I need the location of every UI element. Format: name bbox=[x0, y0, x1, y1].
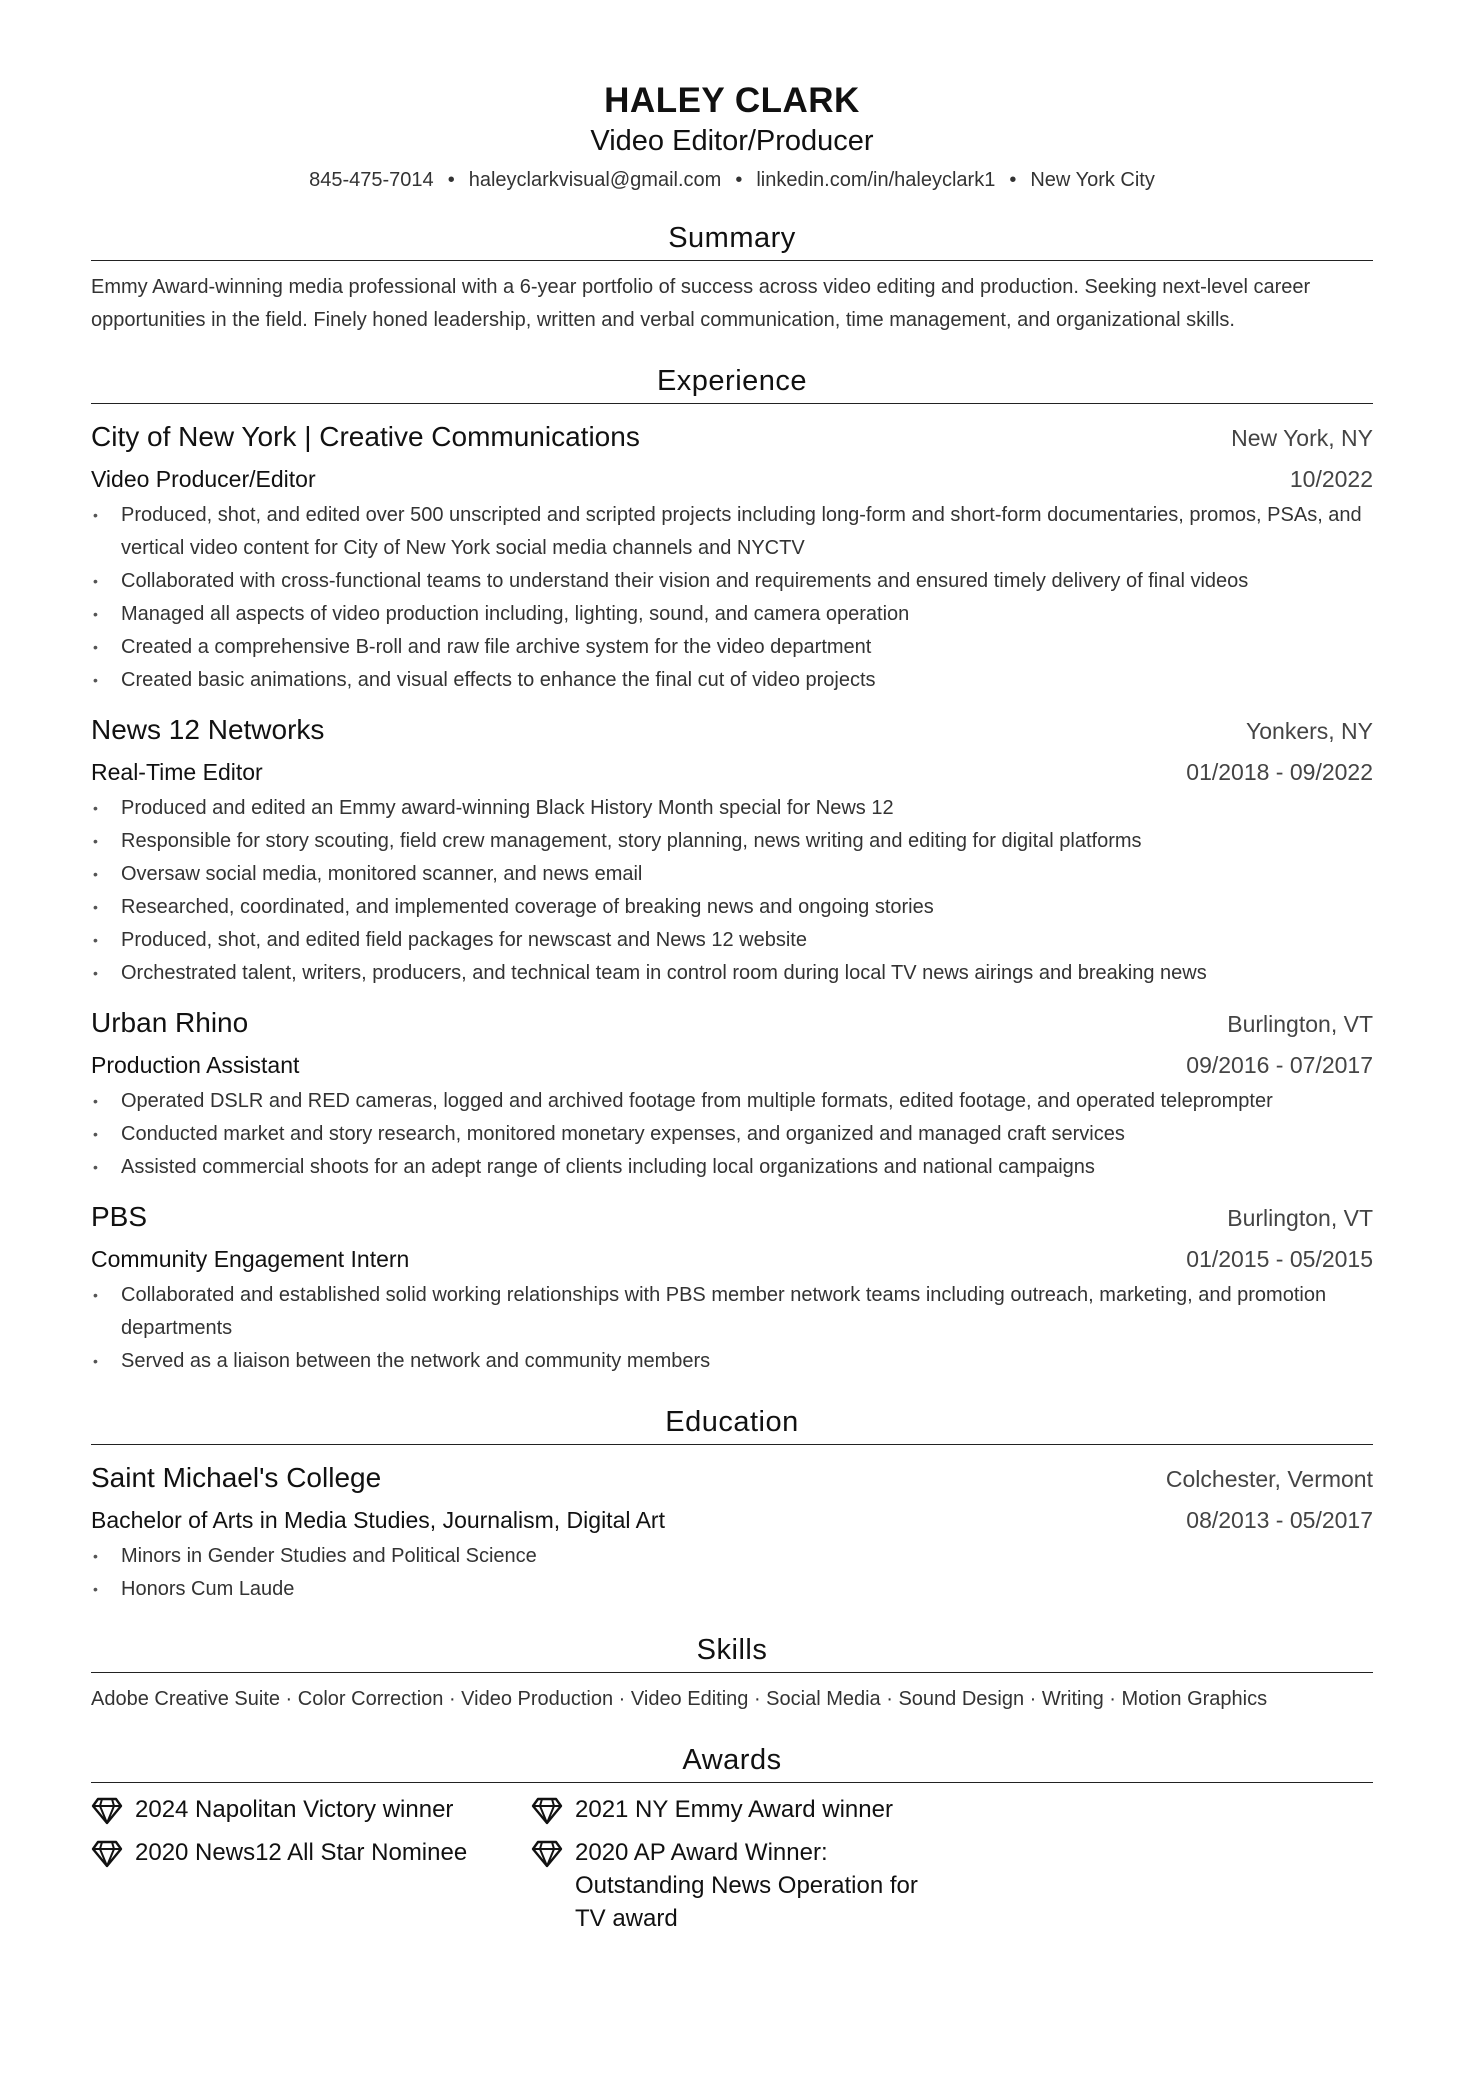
education-bullet: • Minors in Gender Studies and Political Science bbox=[91, 1540, 1373, 1573]
job-dates: 10/2022 bbox=[1289, 466, 1373, 492]
award-item bbox=[531, 1793, 971, 1826]
skills-list: Adobe Creative Suite · Color Correction · Video Production · Video Editing · Social Media · Sound Design · Writing · Motion Graphics bbox=[91, 1688, 1268, 1710]
job-bullet: • Produced, shot, and edited field packages for newscast and News 12 website bbox=[91, 924, 1373, 957]
job-bullet: • Produced and edited an Emmy award-winning Black History Month special for News 12 bbox=[91, 792, 1373, 825]
job-bullets bbox=[91, 1085, 1373, 1184]
awards-list bbox=[91, 1793, 1373, 1945]
job-entry bbox=[91, 709, 1373, 990]
contact-separator: • bbox=[735, 169, 743, 191]
award-text: 2024 Napolitan Victory winner bbox=[135, 1796, 454, 1823]
job-role: Real-Time Editor bbox=[91, 759, 263, 785]
job-bullet: • Created a comprehensive B-roll and raw file archive system for the video department bbox=[91, 631, 1373, 664]
job-dates: 01/2015 - 05/2015 bbox=[1186, 1246, 1373, 1272]
award-text: 2021 NY Emmy Award winner bbox=[575, 1796, 893, 1823]
diamond-icon bbox=[91, 1797, 123, 1825]
education-entry bbox=[91, 1457, 1373, 1606]
job-dates: 09/2016 - 07/2017 bbox=[1186, 1052, 1373, 1078]
section-divider bbox=[91, 1782, 1373, 1783]
job-location: Yonkers, NY bbox=[1246, 718, 1373, 744]
awards-heading: Awards bbox=[682, 1744, 782, 1776]
contact-separator: • bbox=[447, 169, 455, 191]
experience-section bbox=[91, 363, 1373, 1378]
job-bullet: • Researched, coordinated, and implemented coverage of breaking news and ongoing stories bbox=[91, 891, 1373, 924]
education-heading: Education bbox=[665, 1406, 799, 1438]
job-bullet: • Served as a liaison between the network and community members bbox=[91, 1345, 1373, 1378]
job-role: Community Engagement Intern bbox=[91, 1246, 410, 1272]
diamond-icon bbox=[531, 1797, 563, 1825]
education-degree: Bachelor of Arts in Media Studies, Journalism, Digital Art bbox=[91, 1507, 665, 1533]
education-bullets bbox=[91, 1540, 1373, 1606]
awards-section bbox=[91, 1742, 1373, 1945]
job-entry bbox=[91, 416, 1373, 697]
job-bullets bbox=[91, 1279, 1373, 1378]
job-location: Burlington, VT bbox=[1227, 1011, 1373, 1037]
section-divider bbox=[91, 1672, 1373, 1673]
job-role: Video Producer/Editor bbox=[91, 466, 316, 492]
job-bullet: • Assisted commercial shoots for an adept range of clients including local organizations and national campaigns bbox=[91, 1151, 1373, 1184]
contact-email[interactable]: haleyclarkvisual@gmail.com bbox=[468, 169, 722, 191]
job-bullets bbox=[91, 499, 1373, 697]
job-dates: 01/2018 - 09/2022 bbox=[1186, 759, 1373, 785]
job-entry bbox=[91, 1002, 1373, 1184]
award-text: 2020 News12 All Star Nominee bbox=[135, 1839, 468, 1866]
contact-phone: 845-475-7014 bbox=[309, 169, 434, 191]
skills-section bbox=[91, 1632, 1373, 1716]
contact-separator: • bbox=[1009, 169, 1017, 191]
job-bullet: • Managed all aspects of video production including, lighting, sound, and camera operation bbox=[91, 598, 1373, 631]
job-organization: PBS bbox=[91, 1201, 148, 1232]
job-bullet: • Created basic animations, and visual effects to enhance the final cut of video projects bbox=[91, 664, 1373, 697]
job-bullet: • Produced, shot, and edited over 500 unscripted and scripted projects including long-form and short-form documentaries, promos, PSAs, and vertical video content for City of New York social media channels and NYCTV bbox=[91, 499, 1373, 565]
contact-line bbox=[91, 166, 1373, 194]
job-organization: News 12 Networks bbox=[91, 714, 325, 745]
job-bullet: • Orchestrated talent, writers, producers, and technical team in control room during local TV news airings and breaking news bbox=[91, 957, 1373, 990]
diamond-icon bbox=[91, 1840, 123, 1868]
contact-location: New York City bbox=[1030, 169, 1155, 191]
section-divider bbox=[91, 1444, 1373, 1445]
education-section bbox=[91, 1404, 1373, 1606]
summary-section bbox=[91, 220, 1373, 337]
contact-linkedin[interactable]: linkedin.com/in/haleyclark1 bbox=[756, 169, 996, 191]
job-bullet: • Oversaw social media, monitored scanner, and news email bbox=[91, 858, 1373, 891]
award-item bbox=[91, 1836, 531, 1935]
experience-heading: Experience bbox=[656, 365, 808, 397]
job-bullet: • Conducted market and story research, monitored monetary expenses, and organized and managed craft services bbox=[91, 1118, 1373, 1151]
summary-heading: Summary bbox=[668, 222, 796, 254]
candidate-name: HALEY CLARK bbox=[604, 81, 860, 120]
job-entry bbox=[91, 1196, 1373, 1378]
education-location: Colchester, Vermont bbox=[1165, 1466, 1373, 1492]
job-bullet: • Responsible for story scouting, field crew management, story planning, news writing and editing for digital platforms bbox=[91, 825, 1373, 858]
job-location: New York, NY bbox=[1231, 425, 1373, 451]
job-bullet: • Collaborated and established solid working relationships with PBS member network teams including outreach, marketing, and promotion departments bbox=[91, 1279, 1373, 1345]
job-role: Production Assistant bbox=[91, 1052, 300, 1078]
summary-text: Emmy Award-winning media professional with a 6-year portfolio of success across video editing and production. Seeking next-level career opportunities in the field. Finely honed leadership, written and verbal communication, time management, and organizational skills. bbox=[91, 276, 1311, 331]
education-dates: 08/2013 - 05/2017 bbox=[1186, 1507, 1373, 1533]
diamond-icon bbox=[531, 1840, 563, 1868]
job-bullet: • Collaborated with cross-functional teams to understand their vision and requirements and ensured timely delivery of final videos bbox=[91, 565, 1373, 598]
award-text: 2020 AP Award Winner: Outstanding News Operation for TV award bbox=[575, 1839, 918, 1932]
skills-heading: Skills bbox=[696, 1634, 768, 1666]
job-bullet: • Operated DSLR and RED cameras, logged and archived footage from multiple formats, edited footage, and operated teleprompter bbox=[91, 1085, 1373, 1118]
job-location: Burlington, VT bbox=[1227, 1205, 1373, 1231]
section-divider bbox=[91, 260, 1373, 261]
resume-header bbox=[91, 80, 1373, 194]
job-organization: City of New York | Creative Communications bbox=[91, 421, 640, 452]
education-school: Saint Michael's College bbox=[91, 1462, 382, 1493]
job-organization: Urban Rhino bbox=[91, 1007, 249, 1038]
job-bullets bbox=[91, 792, 1373, 990]
award-item bbox=[91, 1793, 531, 1826]
education-bullet: • Honors Cum Laude bbox=[91, 1573, 1373, 1606]
award-item bbox=[531, 1836, 971, 1935]
candidate-title: Video Editor/Producer bbox=[590, 125, 874, 157]
section-divider bbox=[91, 403, 1373, 404]
